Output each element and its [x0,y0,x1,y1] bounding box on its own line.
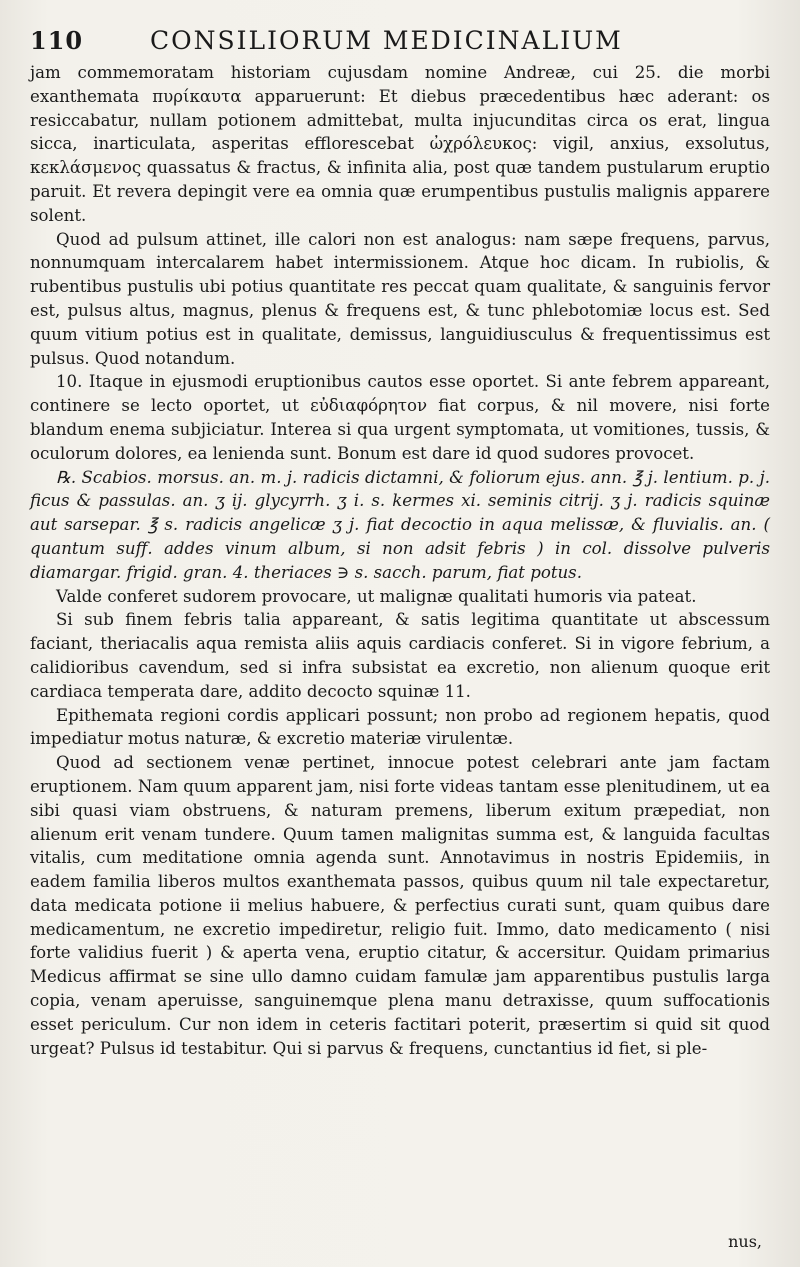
paragraph-sweat: Valde conferet sudorem provocare, ut malignæ qualitati humoris via pateat. [56,586,697,606]
paragraph-epithemata: Epithemata regioni cordis applicari possunt; non probo ad regionem hepatis, quod impediatur motus naturæ, & excretio materiæ virulentæ. [30,705,770,749]
paragraph-prescription: ℞. Scabios. morsus. an. m. j. radicis dictamni, & foliorum ejus. ann. ℥ j. lentium. p. j. ficus & passulas. an. ʒ ij. glycyrrh. ʒ i. s. kermes xi. seminis citrij. ʒ j. radicis squinæ aut sarsepar. ℥ s. radicis angelicæ ʒ j. fiat decoctio in aqua melissæ, & fluvialis. an. ( quantum suff. addes vinum album, si non adsit febris ) in col. dissolve pulveris diamargar. frigid. gran. 4. theriaces ∋ s. sacch. parum, fiat potus. [30,467,770,582]
paragraph-end-of-fever: Si sub finem febris talia appareant, & satis legitima quantitate ut abscessum faciant, theriacalis aqua remista aliis aquis cardiacis conferet. Si in vigore febrium, a calidioribus cavendum, sed si infra subsistat ea excretio, non alienum quoque erit cardiaca temperata dare, addito decocto squinæ 11. [30,610,770,701]
running-head [30,26,770,55]
body-text [30,61,770,1060]
paragraph-pulse: Quod ad pulsum attinet, ille calori non est analogus: nam sæpe frequens, parvus, nonnumquam intercalarem habet intermissionem. Atque hoc dicam. In rubiolis, & rubentibus pustulis ubi potius quantitate res peccat quam qualitate, & sanguinis fervor est, pulsus altus, magnus, plenus & frequens est, & tunc phlebotomiæ locus est. Sed quum vitium potius est in qualitate, demissus, languidiusculus & frequentissimus est pulsus. Quod notandum. [30,229,770,368]
paragraph-andreae: jam commemoratam historiam cujusdam nomine Andreæ, cui 25. die morbi exanthemata πυρίκαυτα apparuerunt: Et diebus præcedentibus hæc aderant: os resiccabatur, nullam potionem admittebat, multa injucunditas circa os erat, lingua sicca, inarticulata, asperitas efflorescebat ὠχρόλευκος: vigil, anxius, exsolutus, κεκλάσμενος quassatus & fractus, & infinita alia, post quæ tandem pustularum eruptio paruit. Et revera depingit vere ea omnia quæ erumpentibus pustulis malignis apparere solent. [30,63,770,225]
running-title: CONSILIORUM MEDICINALIUM [150,26,623,55]
paragraph-eruptions-caution: 10. Itaque in ejusmodi eruptionibus cautos esse oportet. Si ante febrem appareant, continere se lecto oportet, ut εὐδιαφόρητον fiat corpus, & nil movere, nisi forte blandum enema subjiciatur. Interea si qua urgent symptomata, ut vomitiones, tussis, & oculorum dolores, ea lenienda sunt. Bonum est dare id quod sudores provocet. [30,372,770,463]
catchword: nus, [728,1232,762,1251]
page-number: 110 [30,26,84,55]
paragraph-venesection: Quod ad sectionem venæ pertinet, innocue potest celebrari ante jam factam eruptionem. Nam quum apparent jam, nisi forte videas tantam esse plenitudinem, ut ea sibi quasi viam obstruens, & naturam premens, liberum exitum præpediat, non alienum erit venam tundere. Quum tamen malignitas summa est, & languida facultas vitalis, cum meditatione omnia agenda sunt. Annotavimus in nostris Epidemiis, in eadem familia liberos multos exanthemata passos, quibus quum nil tale expectaretur, data medicata potione ii melius habuere, & perfectius curati sunt, quam quibus dare medicamentum, ne excretio impediretur, religio fuit. Immo, dato medicamento ( nisi forte validius fuerit ) & aperta vena, eruptio citatur, & accersitur. Quidam primarius Medicus affirmat se sine ullo damno cuidam famulæ jam apparentibus pustulis larga copia, venam aperuisse, sanguinemque plena manu detraxisse, quum suffocationis esset periculum. Cur non idem in ceteris factitari poterit, præsertim si quid sit quod urgeat? Pulsus id testabitur. Qui si parvus & frequens, cunctantius id fiet, si ple- [30,753,770,1058]
